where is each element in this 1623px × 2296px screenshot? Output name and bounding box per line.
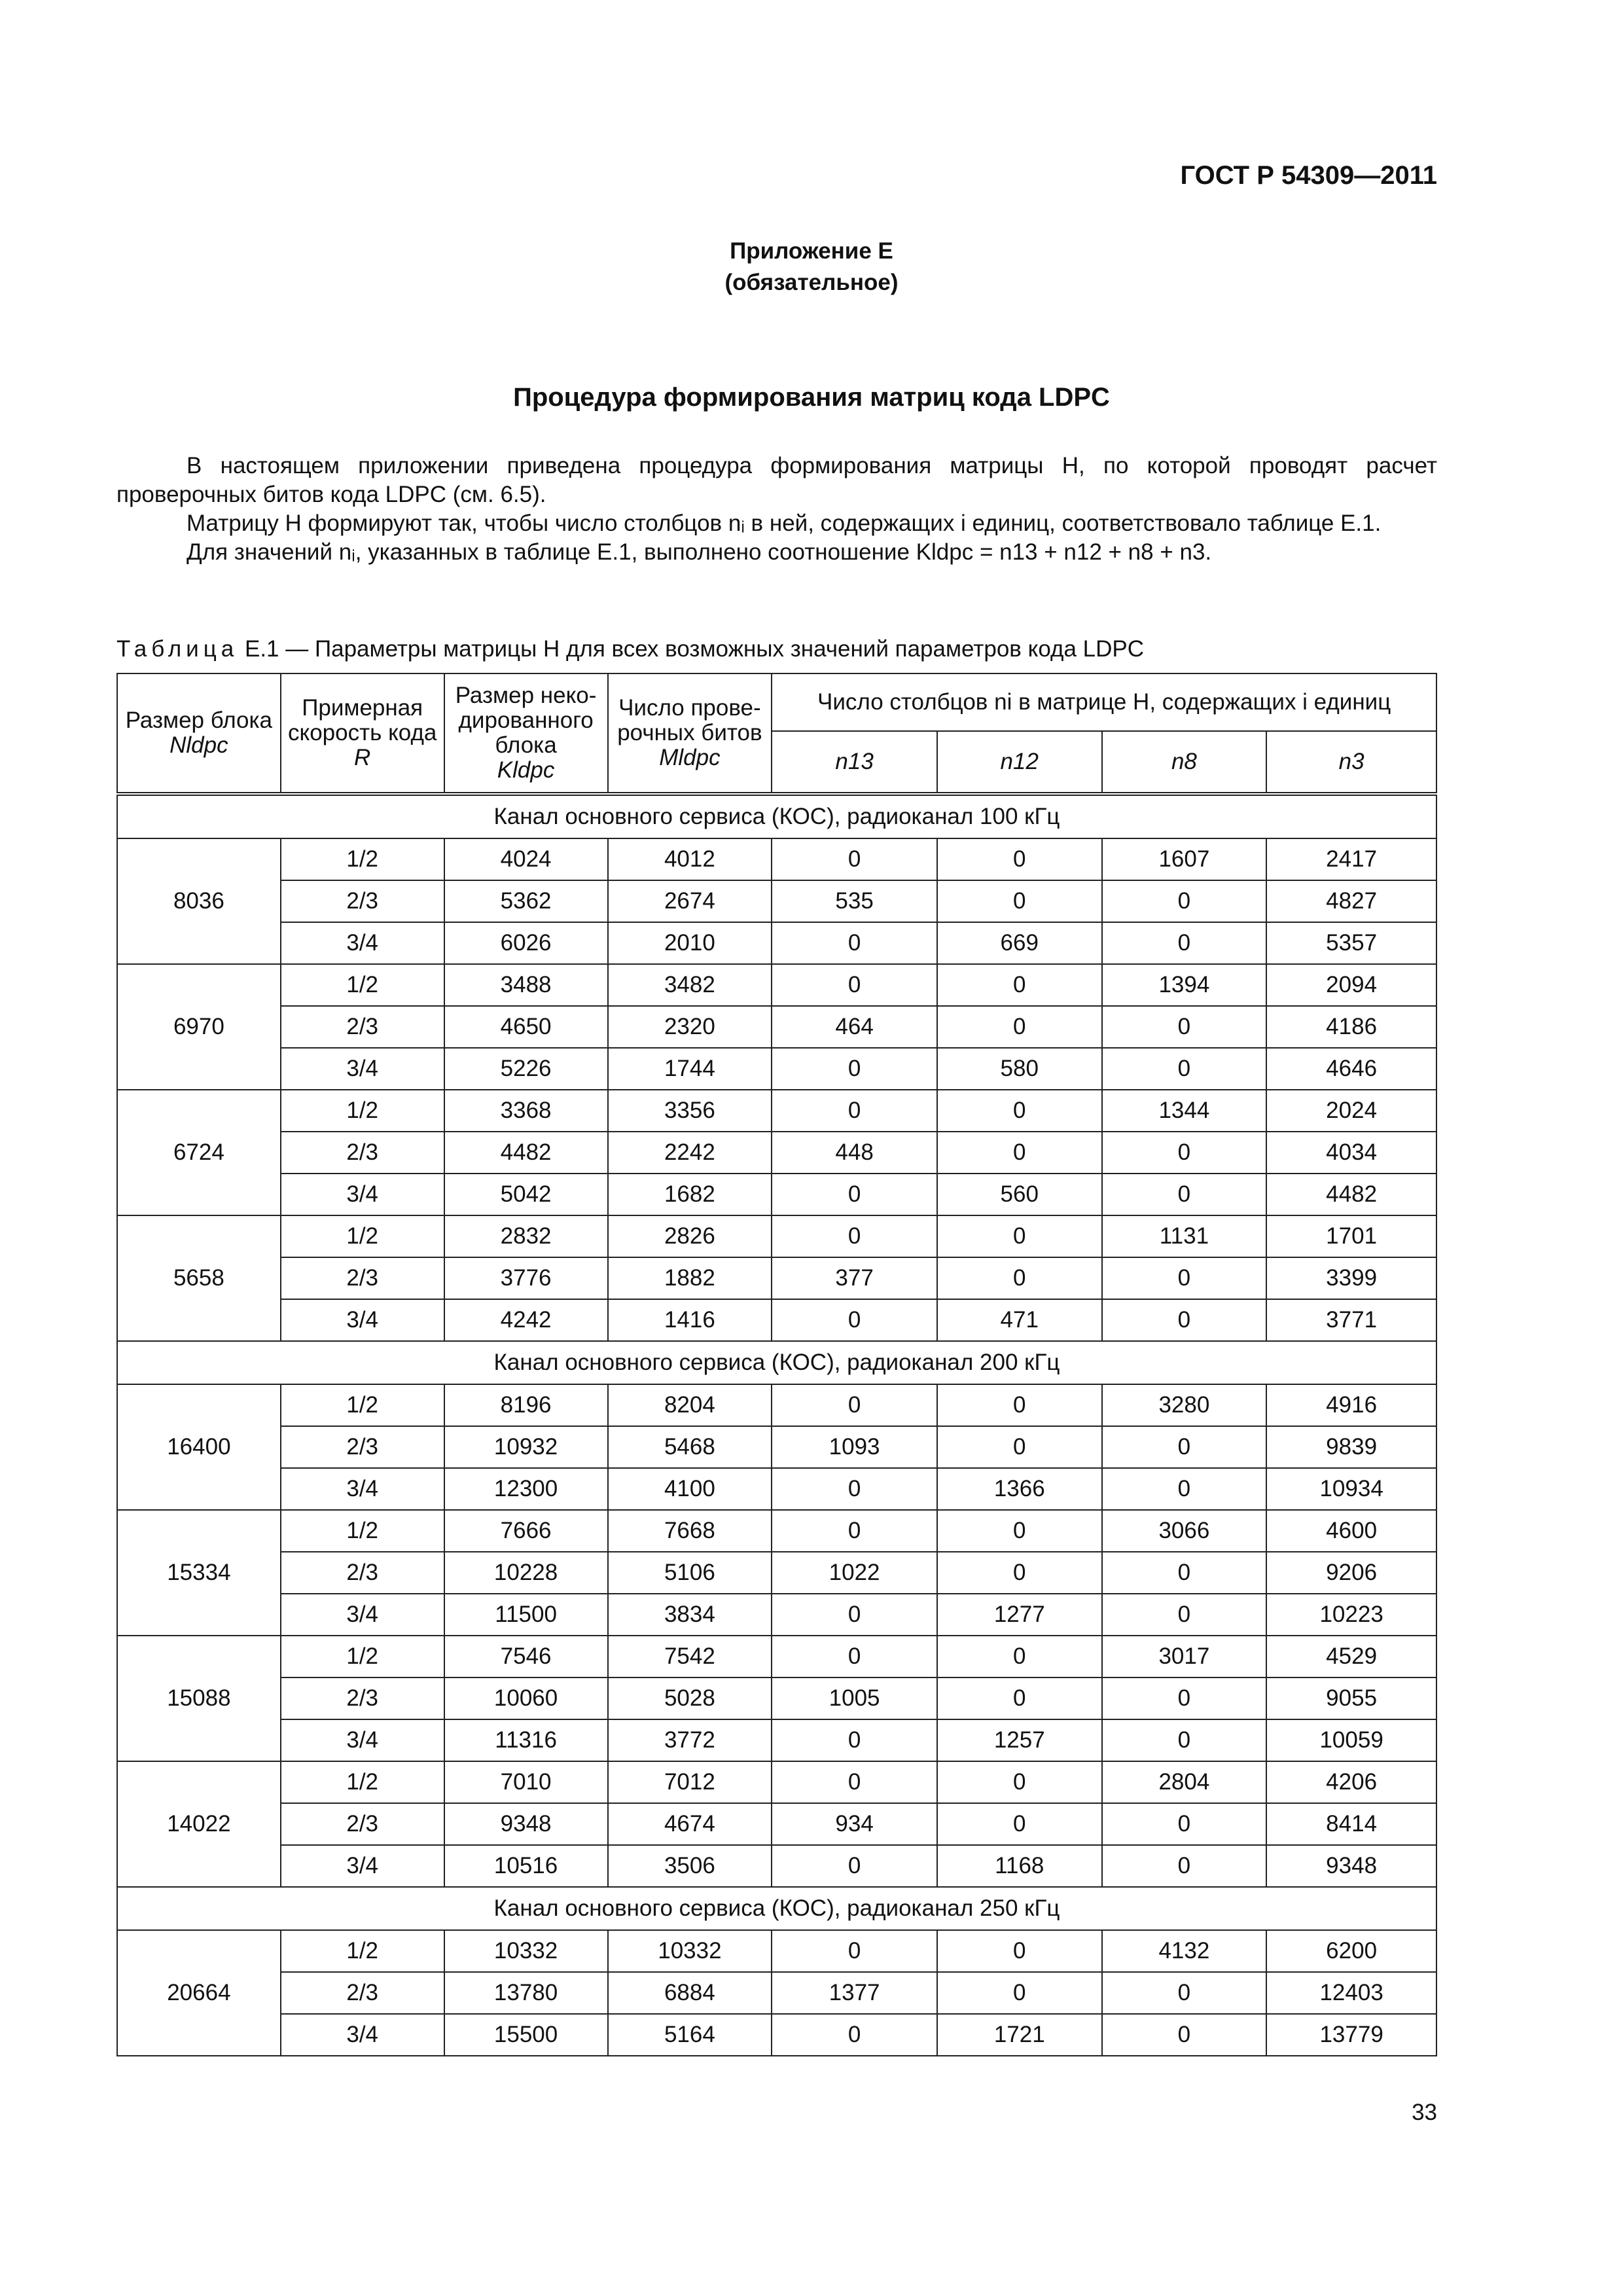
table-cell: 12300 bbox=[444, 1468, 608, 1510]
table-cell: 7546 bbox=[444, 1636, 608, 1677]
table-cell: 10934 bbox=[1266, 1468, 1436, 1510]
table-cell: 7012 bbox=[608, 1761, 772, 1803]
table-cell: 2320 bbox=[608, 1006, 772, 1048]
table-cell: 0 bbox=[937, 1215, 1102, 1257]
section-title: Канал основного сервиса (КОС), радиоканал 200 кГц bbox=[117, 1341, 1436, 1384]
table-cell: 0 bbox=[1102, 922, 1267, 964]
table-cell: 669 bbox=[937, 922, 1102, 964]
table-cell: 2/3 bbox=[281, 1257, 444, 1299]
table-cell: 1/2 bbox=[281, 1384, 444, 1426]
table-cell: 13780 bbox=[444, 1972, 608, 2014]
intro-text bbox=[116, 452, 1437, 567]
table-cell: 3776 bbox=[444, 1257, 608, 1299]
table-cell: 1168 bbox=[937, 1845, 1102, 1887]
table-cell: 9348 bbox=[1266, 1845, 1436, 1887]
table-cell: 3/4 bbox=[281, 1048, 444, 1090]
section-row bbox=[117, 794, 1436, 838]
table-cell: 5028 bbox=[608, 1677, 772, 1719]
table-cell: 471 bbox=[937, 1299, 1102, 1341]
table-cell: 2/3 bbox=[281, 1803, 444, 1845]
document-code: ГОСТ Р 54309—2011 bbox=[1180, 161, 1437, 190]
intro-paragraph-2: Матрицу H формируют так, чтобы число столбцов nᵢ в ней, содержащих i единиц, соответствовало таблице Е.1. bbox=[187, 511, 1382, 536]
table-caption bbox=[116, 636, 1144, 662]
table-cell: 4529 bbox=[1266, 1636, 1436, 1677]
table-cell: 2/3 bbox=[281, 1006, 444, 1048]
block-size-cell: 15088 bbox=[117, 1636, 281, 1761]
table-cell: 1277 bbox=[937, 1594, 1102, 1636]
table-cell: 9348 bbox=[444, 1803, 608, 1845]
table-cell: 0 bbox=[772, 1384, 937, 1426]
table-cell: 1377 bbox=[772, 1972, 937, 2014]
table-cell: 4132 bbox=[1102, 1930, 1267, 1972]
table-cell: 0 bbox=[937, 1384, 1102, 1426]
table-cell: 0 bbox=[937, 1761, 1102, 1803]
table-cell: 3/4 bbox=[281, 1299, 444, 1341]
table-cell: 7666 bbox=[444, 1510, 608, 1552]
table-cell: 0 bbox=[937, 1552, 1102, 1594]
table-row bbox=[117, 1299, 1436, 1341]
table-cell: 5226 bbox=[444, 1048, 608, 1090]
table-cell: 0 bbox=[937, 1006, 1102, 1048]
table-cell: 0 bbox=[772, 1594, 937, 1636]
table-cell: 0 bbox=[937, 1132, 1102, 1174]
table-cell: 4674 bbox=[608, 1803, 772, 1845]
table-cell: 2/3 bbox=[281, 880, 444, 922]
block-size-cell: 20664 bbox=[117, 1930, 281, 2056]
intro-paragraph-1: В настоящем приложении приведена процедура формирования матрицы H, по которой проводят расчет проверочных битов кода LDPC (см. 6.5). bbox=[116, 453, 1437, 507]
table-row bbox=[117, 1384, 1436, 1426]
table-cell: 5362 bbox=[444, 880, 608, 922]
table-cell: 0 bbox=[1102, 1006, 1267, 1048]
table-cell: 2/3 bbox=[281, 1677, 444, 1719]
table-row bbox=[117, 922, 1436, 964]
table-row bbox=[117, 1930, 1436, 1972]
table-cell: 0 bbox=[937, 880, 1102, 922]
table-row bbox=[117, 1803, 1436, 1845]
table-cell: 0 bbox=[937, 1636, 1102, 1677]
table-cell: 1744 bbox=[608, 1048, 772, 1090]
table-cell: 13779 bbox=[1266, 2014, 1436, 2056]
table-cell: 1682 bbox=[608, 1174, 772, 1215]
table-cell: 0 bbox=[937, 1677, 1102, 1719]
table-cell: 9206 bbox=[1266, 1552, 1436, 1594]
table-cell: 1093 bbox=[772, 1426, 937, 1468]
table-cell: 1416 bbox=[608, 1299, 772, 1341]
table-cell: 0 bbox=[772, 1090, 937, 1132]
table-cell: 4024 bbox=[444, 838, 608, 880]
table-row bbox=[117, 1636, 1436, 1677]
table-cell: 0 bbox=[772, 1719, 937, 1761]
table-row bbox=[117, 1677, 1436, 1719]
table-row bbox=[117, 1510, 1436, 1552]
table-cell: 0 bbox=[1102, 1552, 1267, 1594]
table-cell: 448 bbox=[772, 1132, 937, 1174]
section-row bbox=[117, 1887, 1436, 1930]
header-n8: n8 bbox=[1102, 731, 1267, 794]
table-cell: 2/3 bbox=[281, 1426, 444, 1468]
table-row bbox=[117, 1090, 1436, 1132]
table-cell: 3368 bbox=[444, 1090, 608, 1132]
table-cell: 3/4 bbox=[281, 2014, 444, 2056]
table-cell: 10059 bbox=[1266, 1719, 1436, 1761]
table-cell: 2417 bbox=[1266, 838, 1436, 880]
table-cell: 0 bbox=[1102, 1677, 1267, 1719]
page-number: 33 bbox=[1412, 2100, 1437, 2125]
table-cell: 0 bbox=[1102, 1845, 1267, 1887]
table-cell: 3017 bbox=[1102, 1636, 1267, 1677]
table-cell: 535 bbox=[772, 880, 937, 922]
table-cell: 5468 bbox=[608, 1426, 772, 1468]
table-cell: 3488 bbox=[444, 964, 608, 1006]
table-cell: 7668 bbox=[608, 1510, 772, 1552]
table-cell: 12403 bbox=[1266, 1972, 1436, 2014]
table-cell: 1022 bbox=[772, 1552, 937, 1594]
header-uncoded-block: Размер неко-дированного блока Kldpc bbox=[444, 673, 608, 794]
table-cell: 10932 bbox=[444, 1426, 608, 1468]
block-size-cell: 6970 bbox=[117, 964, 281, 1090]
table-cell: 9839 bbox=[1266, 1426, 1436, 1468]
table-cell: 1005 bbox=[772, 1677, 937, 1719]
table-cell: 3280 bbox=[1102, 1384, 1267, 1426]
table-cell: 1131 bbox=[1102, 1215, 1267, 1257]
table-cell: 2/3 bbox=[281, 1552, 444, 1594]
table-cell: 5042 bbox=[444, 1174, 608, 1215]
table-cell: 0 bbox=[772, 1468, 937, 1510]
table-cell: 0 bbox=[937, 838, 1102, 880]
table-row bbox=[117, 1257, 1436, 1299]
table-cell: 0 bbox=[772, 1215, 937, 1257]
table-cell: 4012 bbox=[608, 838, 772, 880]
block-size-cell: 14022 bbox=[117, 1761, 281, 1887]
table-cell: 1/2 bbox=[281, 964, 444, 1006]
table-cell: 5357 bbox=[1266, 922, 1436, 964]
table-row bbox=[117, 1845, 1436, 1887]
table-cell: 3066 bbox=[1102, 1510, 1267, 1552]
table-cell: 11316 bbox=[444, 1719, 608, 1761]
table-cell: 0 bbox=[1102, 1972, 1267, 2014]
header-check-bits: Число прове-рочных битов Mldpc bbox=[608, 673, 772, 794]
table-cell: 7010 bbox=[444, 1761, 608, 1803]
table-cell: 0 bbox=[937, 964, 1102, 1006]
table-cell: 1/2 bbox=[281, 1761, 444, 1803]
table-cell: 1/2 bbox=[281, 1930, 444, 1972]
table-cell: 3/4 bbox=[281, 922, 444, 964]
table-cell: 0 bbox=[1102, 1132, 1267, 1174]
table-cell: 4827 bbox=[1266, 880, 1436, 922]
table-cell: 1/2 bbox=[281, 1215, 444, 1257]
table-row bbox=[117, 1048, 1436, 1090]
table-cell: 4034 bbox=[1266, 1132, 1436, 1174]
table-cell: 4600 bbox=[1266, 1510, 1436, 1552]
section-row bbox=[117, 1341, 1436, 1384]
table-cell: 0 bbox=[937, 1803, 1102, 1845]
table-row bbox=[117, 1132, 1436, 1174]
header-block-size: Размер блока Nldpc bbox=[117, 673, 281, 794]
table-cell: 4186 bbox=[1266, 1006, 1436, 1048]
table-cell: 1701 bbox=[1266, 1215, 1436, 1257]
table-cell: 15500 bbox=[444, 2014, 608, 2056]
table-cell: 4646 bbox=[1266, 1048, 1436, 1090]
table-cell: 3/4 bbox=[281, 1594, 444, 1636]
block-size-cell: 16400 bbox=[117, 1384, 281, 1510]
table-cell: 0 bbox=[772, 1761, 937, 1803]
table-cell: 1/2 bbox=[281, 1510, 444, 1552]
table-cell: 10332 bbox=[444, 1930, 608, 1972]
table-cell: 0 bbox=[772, 1048, 937, 1090]
table-cell: 0 bbox=[937, 1930, 1102, 1972]
table-cell: 0 bbox=[937, 1510, 1102, 1552]
table-cell: 6884 bbox=[608, 1972, 772, 2014]
table-cell: 2826 bbox=[608, 1215, 772, 1257]
intro-paragraph-3: Для значений nᵢ, указанных в таблице Е.1, выполнено соотношение Kldpc = n13 + n12 + n8 + n3. bbox=[187, 539, 1212, 565]
table-cell: 2010 bbox=[608, 922, 772, 964]
table-cell: 1882 bbox=[608, 1257, 772, 1299]
table-cell: 0 bbox=[937, 1972, 1102, 2014]
table-caption-text: Е.1 — Параметры матрицы H для всех возможных значений параметров кода LDPC bbox=[244, 636, 1144, 662]
table-cell: 0 bbox=[1102, 1299, 1267, 1341]
table-cell: 6026 bbox=[444, 922, 608, 964]
table-row bbox=[117, 1552, 1436, 1594]
table-cell: 4100 bbox=[608, 1468, 772, 1510]
table-caption-label: Таблица bbox=[116, 636, 239, 662]
appendix-heading bbox=[0, 236, 1623, 298]
table-row bbox=[117, 964, 1436, 1006]
table-cell: 4482 bbox=[1266, 1174, 1436, 1215]
table-cell: 0 bbox=[772, 2014, 937, 2056]
table-row bbox=[117, 1972, 1436, 2014]
table-cell: 3/4 bbox=[281, 1468, 444, 1510]
table-cell: 8204 bbox=[608, 1384, 772, 1426]
table-cell: 464 bbox=[772, 1006, 937, 1048]
table-cell: 10060 bbox=[444, 1677, 608, 1719]
table-cell: 0 bbox=[772, 1845, 937, 1887]
table-cell: 0 bbox=[1102, 1048, 1267, 1090]
table-cell: 10228 bbox=[444, 1552, 608, 1594]
table-cell: 10516 bbox=[444, 1845, 608, 1887]
table-cell: 0 bbox=[772, 1174, 937, 1215]
table-body bbox=[117, 794, 1436, 2056]
table-row bbox=[117, 838, 1436, 880]
header-n13: n13 bbox=[772, 731, 937, 794]
table-cell: 1721 bbox=[937, 2014, 1102, 2056]
section-title: Канал основного сервиса (КОС), радиоканал 250 кГц bbox=[117, 1887, 1436, 1930]
table-cell: 1/2 bbox=[281, 838, 444, 880]
table-cell: 0 bbox=[1102, 1174, 1267, 1215]
table-cell: 0 bbox=[1102, 880, 1267, 922]
table-cell: 3834 bbox=[608, 1594, 772, 1636]
header-n3: n3 bbox=[1266, 731, 1436, 794]
table-cell: 4650 bbox=[444, 1006, 608, 1048]
header-column-count-group: Число столбцов ni в матрице H, содержащих i единиц bbox=[772, 673, 1436, 731]
table-row bbox=[117, 1719, 1436, 1761]
header-n12: n12 bbox=[937, 731, 1102, 794]
table-cell: 1/2 bbox=[281, 1636, 444, 1677]
table-cell: 1257 bbox=[937, 1719, 1102, 1761]
table-row bbox=[117, 1468, 1436, 1510]
table-cell: 10223 bbox=[1266, 1594, 1436, 1636]
table-cell: 1366 bbox=[937, 1468, 1102, 1510]
table-cell: 3772 bbox=[608, 1719, 772, 1761]
table-cell: 2804 bbox=[1102, 1761, 1267, 1803]
table-cell: 3506 bbox=[608, 1845, 772, 1887]
table-cell: 4916 bbox=[1266, 1384, 1436, 1426]
table-cell: 10332 bbox=[608, 1930, 772, 1972]
table-row bbox=[117, 1174, 1436, 1215]
block-size-cell: 15334 bbox=[117, 1510, 281, 1636]
section-title: Канал основного сервиса (КОС), радиоканал 100 кГц bbox=[117, 794, 1436, 838]
table-cell: 2832 bbox=[444, 1215, 608, 1257]
table-row bbox=[117, 1426, 1436, 1468]
table-cell: 580 bbox=[937, 1048, 1102, 1090]
table-cell: 0 bbox=[772, 964, 937, 1006]
table-row bbox=[117, 1594, 1436, 1636]
table-row bbox=[117, 880, 1436, 922]
page-title: Процедура формирования матриц кода LDPC bbox=[513, 383, 1110, 412]
table-cell: 1394 bbox=[1102, 964, 1267, 1006]
table-cell: 2024 bbox=[1266, 1090, 1436, 1132]
table-cell: 4482 bbox=[444, 1132, 608, 1174]
table-cell: 0 bbox=[772, 1636, 937, 1677]
block-size-cell: 6724 bbox=[117, 1090, 281, 1215]
table-cell: 0 bbox=[1102, 1803, 1267, 1845]
table-cell: 4242 bbox=[444, 1299, 608, 1341]
table-cell: 0 bbox=[772, 838, 937, 880]
table-cell: 3356 bbox=[608, 1090, 772, 1132]
table-cell: 0 bbox=[1102, 1594, 1267, 1636]
table-cell: 3399 bbox=[1266, 1257, 1436, 1299]
table-cell: 2/3 bbox=[281, 1972, 444, 2014]
table-cell: 9055 bbox=[1266, 1677, 1436, 1719]
table-cell: 0 bbox=[1102, 2014, 1267, 2056]
table-cell: 560 bbox=[937, 1174, 1102, 1215]
table-row bbox=[117, 1006, 1436, 1048]
table-cell: 0 bbox=[937, 1257, 1102, 1299]
table-cell: 3771 bbox=[1266, 1299, 1436, 1341]
appendix-status: (обязательное) bbox=[724, 270, 899, 295]
table-cell: 3/4 bbox=[281, 1845, 444, 1887]
table-cell: 2242 bbox=[608, 1132, 772, 1174]
table-cell: 0 bbox=[1102, 1468, 1267, 1510]
table-cell: 5164 bbox=[608, 2014, 772, 2056]
table-cell: 3/4 bbox=[281, 1719, 444, 1761]
table-row bbox=[117, 1215, 1436, 1257]
table-cell: 0 bbox=[772, 1510, 937, 1552]
table-cell: 5106 bbox=[608, 1552, 772, 1594]
table-cell: 1607 bbox=[1102, 838, 1267, 880]
block-size-cell: 8036 bbox=[117, 838, 281, 964]
table-cell: 1344 bbox=[1102, 1090, 1267, 1132]
block-size-cell: 5658 bbox=[117, 1215, 281, 1341]
table-cell: 0 bbox=[772, 1930, 937, 1972]
table-cell: 0 bbox=[937, 1090, 1102, 1132]
table-cell: 0 bbox=[1102, 1426, 1267, 1468]
table-row bbox=[117, 2014, 1436, 2056]
table-cell: 0 bbox=[1102, 1719, 1267, 1761]
table-cell: 8414 bbox=[1266, 1803, 1436, 1845]
table-row bbox=[117, 1761, 1436, 1803]
table-cell: 7542 bbox=[608, 1636, 772, 1677]
table-cell: 0 bbox=[937, 1426, 1102, 1468]
table-cell: 11500 bbox=[444, 1594, 608, 1636]
table-cell: 3482 bbox=[608, 964, 772, 1006]
table-cell: 6200 bbox=[1266, 1930, 1436, 1972]
table-cell: 2/3 bbox=[281, 1132, 444, 1174]
table-cell: 934 bbox=[772, 1803, 937, 1845]
table-cell: 377 bbox=[772, 1257, 937, 1299]
appendix-label: Приложение Е bbox=[730, 238, 893, 264]
table-cell: 2674 bbox=[608, 880, 772, 922]
table-cell: 2094 bbox=[1266, 964, 1436, 1006]
table-cell: 0 bbox=[772, 922, 937, 964]
table-cell: 8196 bbox=[444, 1384, 608, 1426]
table-cell: 0 bbox=[772, 1299, 937, 1341]
table-cell: 0 bbox=[1102, 1257, 1267, 1299]
ldpc-parameters-table bbox=[116, 673, 1437, 2056]
table-cell: 3/4 bbox=[281, 1174, 444, 1215]
header-rate: Примерная скорость кода R bbox=[281, 673, 444, 794]
table-cell: 4206 bbox=[1266, 1761, 1436, 1803]
table-cell: 1/2 bbox=[281, 1090, 444, 1132]
